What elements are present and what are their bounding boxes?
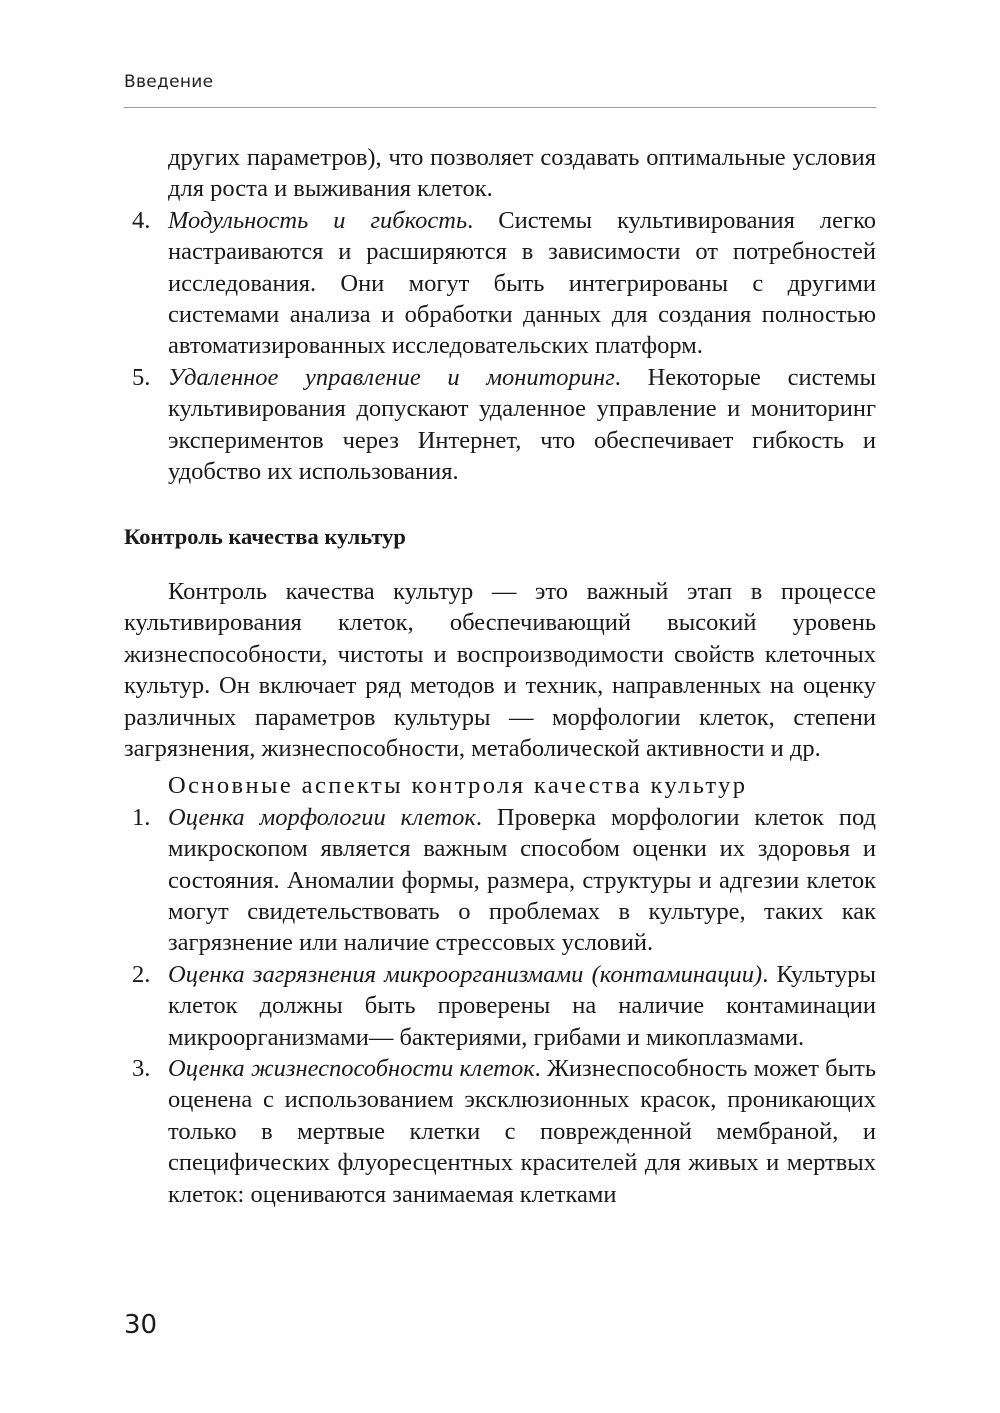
list-item-body: . Некоторые системы культивирования допускают удаленное управление и мониторинг экспериментов через Интернет, что обеспечивает гибкость и удобство их использования. xyxy=(168,363,876,486)
running-head: Введение xyxy=(124,72,214,92)
list-item-text xyxy=(168,959,876,1053)
section-heading: Контроль качества культур xyxy=(124,524,406,550)
continued-paragraph: других параметров), что позволяет создавать оптимальные условия для роста и выживания клеток. xyxy=(168,144,876,203)
list-item-term: Удаленное управление и мониторинг xyxy=(168,363,615,391)
page-body xyxy=(124,142,876,1210)
header-rule xyxy=(124,107,876,108)
list-number: 3. xyxy=(132,1054,151,1082)
list-item-text xyxy=(168,802,876,959)
list-item-body: . Культуры клеток должны быть проверены на наличие контаминации микроорганизмами— бактериями, грибами и микоплазмами. xyxy=(168,960,877,1051)
list-item-1 xyxy=(124,802,876,959)
section-paragraph: Контроль качества культур — это важный этап в процессе культивирования клеток, обеспечивающий высокий уровень жизнеспособности, чистоты и воспроизводимости свойств клеточных культур. Он включает ряд методов и техник, направленных на оценку различных параметров культуры — морфологии клеток, степени загрязнения, жизнеспособности, метаболической активности и др. xyxy=(124,577,876,762)
list-item-text xyxy=(168,1053,876,1210)
list-number: 1. xyxy=(132,803,151,831)
list-item-3 xyxy=(124,1053,876,1210)
list-item-2 xyxy=(124,959,876,1053)
list-number: 2. xyxy=(132,960,151,988)
list-item-body: . Жизнеспособность может быть оценена с использованием эксклюзионных красок, проникающих только в мертвые клетки с поврежденной мембраной, и специфических флуоресцентных красителей для живых и мертвых клеток: оцениваются занимаемая клетками xyxy=(168,1054,876,1208)
list-item-body: . Системы культивирования легко настраиваются и расширяются в зависимости от потребностей исследования. Они могут быть интегрированы с другими системами анализа и обработки данных для создания полностью автоматизированных исследовательских платформ. xyxy=(168,206,876,360)
list-item-text xyxy=(168,362,876,488)
list-item-5 xyxy=(124,362,876,488)
page-number: 30 xyxy=(124,1310,158,1340)
list-item-term: Оценка морфологии клеток xyxy=(168,803,476,831)
list-item-4 xyxy=(124,205,876,362)
subheading-spaced: Основные аспекты контроля качества культур xyxy=(168,772,748,800)
list-number: 5. xyxy=(132,363,151,391)
list-item-text xyxy=(168,205,876,362)
list-item-term: Оценка жизнеспособности клеток xyxy=(168,1054,535,1082)
list-number: 4. xyxy=(132,206,151,234)
list-item-term: Оценка загрязнения микроорганизмами (контаминации) xyxy=(168,960,763,988)
list-item-term: Модульность и гибкость xyxy=(168,206,468,234)
list-item-body: . Проверка морфологии клеток под микроскопом является важным способом оценки их здоровья и состояния. Аномалии формы, размера, структуры и адгезии клеток могут свидетельствовать о проблемах в культуре, таких как загрязнение или наличие стрессовых условий. xyxy=(168,803,876,957)
